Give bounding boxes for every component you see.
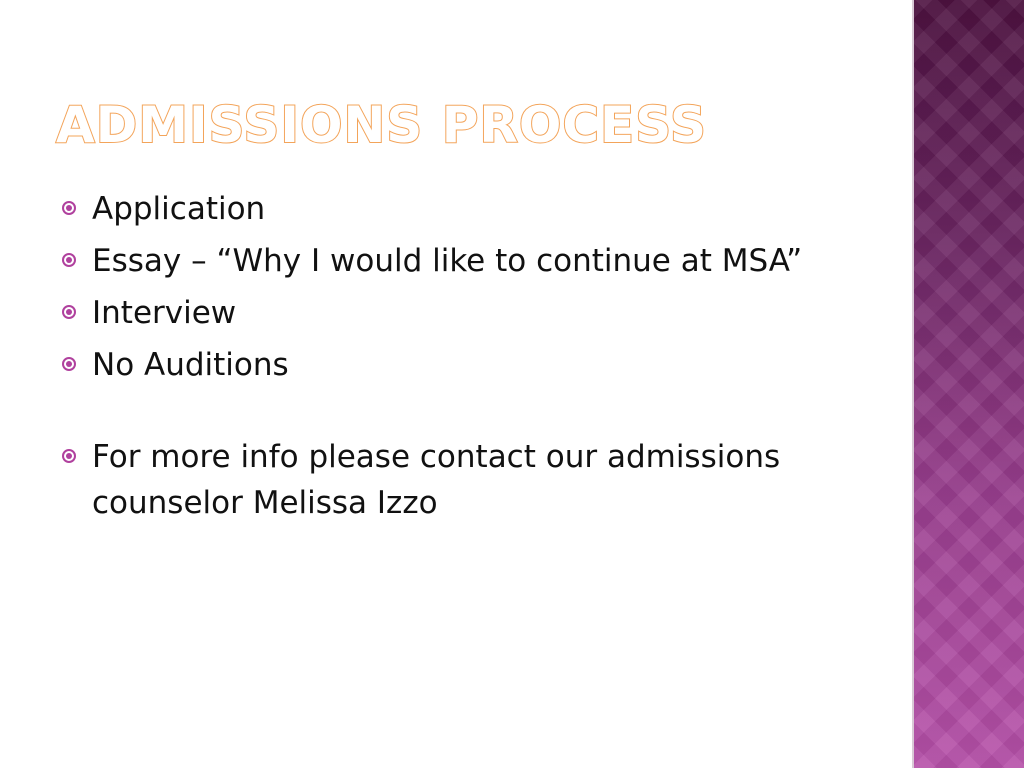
bullet-text: Essay – “Why I would like to continue at MSA” xyxy=(92,243,803,279)
radio-target-icon xyxy=(62,201,76,215)
decorative-side-band xyxy=(912,0,1024,768)
bullet-text: For more info please contact our admissions counselor Melissa Izzo xyxy=(92,439,781,521)
bullet-item-interview xyxy=(62,290,882,336)
radio-target-icon xyxy=(62,449,76,463)
bullet-text: Application xyxy=(92,191,266,227)
bullet-item-essay xyxy=(62,238,882,284)
radio-target-icon xyxy=(62,357,76,371)
bullet-list xyxy=(62,186,882,532)
radio-target-icon xyxy=(62,305,76,319)
bullet-text: No Auditions xyxy=(92,347,289,383)
radio-target-icon xyxy=(62,253,76,267)
slide-title: ADMISSIONS PROCESS xyxy=(56,96,707,154)
bullet-item-application xyxy=(62,186,882,232)
bullet-text: Interview xyxy=(92,295,237,331)
bullet-item-no-auditions xyxy=(62,342,882,388)
bullet-item-contact xyxy=(62,434,882,526)
